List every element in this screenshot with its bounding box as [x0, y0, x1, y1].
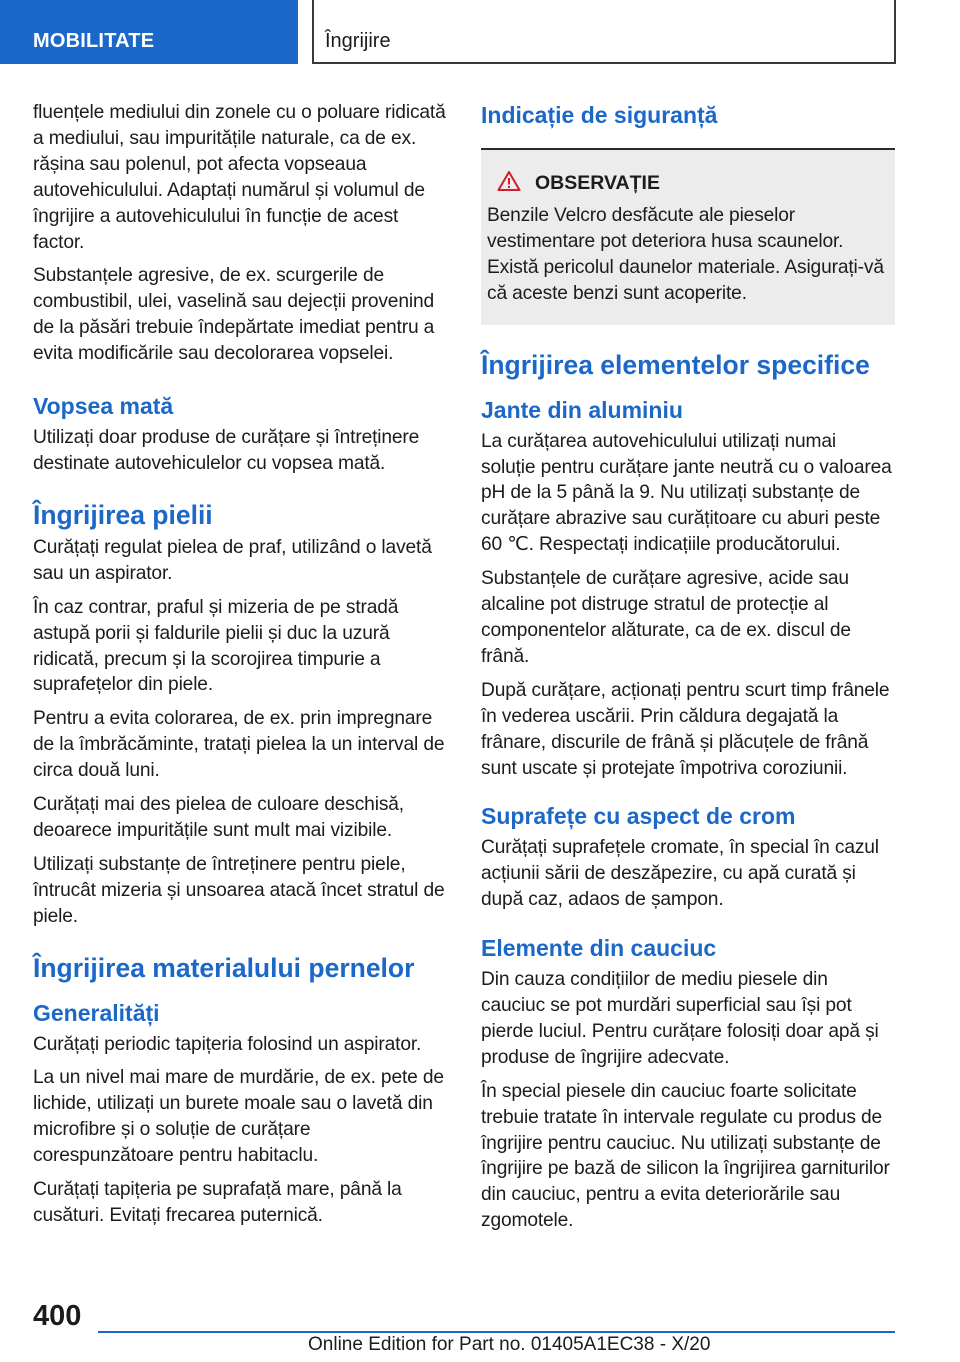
right-column: [481, 100, 895, 1242]
heading-safety-note: Indicație de siguranță: [481, 102, 718, 128]
chapter-tab: Îngrijire: [312, 0, 896, 64]
notice-text: Benzile Velcro desfăcute ale pieselor vestimentare pot deteriora husa scaunelor. Există pericolul daunelor materiale. Asigurați-vă că aceste benzi sunt acoperite.: [487, 205, 884, 304]
paragraph: Curățați regulat pielea de praf, utilizând o lavetă sau un aspirator.: [33, 536, 432, 584]
footer-divider: [98, 1331, 895, 1333]
section-tab: MOBILITATE: [0, 0, 298, 64]
paragraph: Curățați tapițeria pe suprafață mare, până la cusături. Evitați frecarea puternică.: [33, 1179, 402, 1226]
heading-rubber-elements: Elemente din cauciuc: [481, 935, 717, 962]
heading-alloy-wheels: Jante din aluminiu: [481, 396, 683, 423]
paragraph: După curățare, acționați pentru scurt timp frânele în vederea uscării. Prin căldura degajată la frânare, discurile de frână și plăcuțele de frână sunt uscate și protejate împotriva coroziunii.: [481, 679, 890, 779]
heading-matte-paint: Vopsea mată: [33, 393, 174, 420]
warning-triangle-icon: [497, 170, 521, 197]
paragraph: În caz contrar, praful și mizeria de pe stradă astupă porii și faldurile pielii și duc la uzură ridicată, precum și la scorojirea timpurie a suprafețelor din piele.: [33, 596, 399, 696]
paragraph: Din cauza condițiilor de mediu piesele din cauciuc se pot murdări superficial sau își pot pierde luciul. Pentru curățare folosiți doar apă și produse de îngrijire adecvate.: [481, 969, 879, 1068]
paragraph: Pentru a evita colorarea, de ex. prin impregnare de la îmbrăcăminte, tratați pielea la un interval de circa două luni.: [33, 708, 445, 782]
paragraph: La curățarea autovehiculului utilizați numai soluție pentru curățare jante neutră cu o valoarea pH de la 5 până la 9. Nu utilizați substanțe de curățare abrazive sau curățitoare cu aburi peste 60 ℃. Respectați indicațiile producătorului.: [481, 430, 892, 556]
heading-leather-care: Îngrijirea pielii: [33, 499, 213, 530]
notice-label: OBSERVAȚIE: [535, 172, 660, 194]
paragraph: Curățați periodic tapițeria folosind un aspirator.: [33, 1033, 422, 1055]
paragraph: Curățați mai des pielea de culoare deschisă, deoarece impuritățile sunt mult mai vizibile.: [33, 794, 404, 841]
notice-box: [481, 150, 895, 325]
heading-general: Generalități: [33, 999, 160, 1026]
heading-specific-care: Îngrijirea elementelor specifice: [481, 349, 870, 380]
paragraph: Curățați suprafețele cromate, în special în cazul acțiunii sării de deszăpezire, cu apă curată și după caz, adaos de șampon.: [481, 837, 879, 911]
heading-chrome-surfaces: Suprafețe cu aspect de crom: [481, 803, 796, 830]
paragraph: fluențele mediului din zonele cu o poluare ridicată a mediului, sau impuritățile naturale, ca de ex. rășina sau polenul, pot afecta vopseaua autovehiculului. Adaptați numărul și volumul de îngrijire a autovehiculului în funcție de acest factor.: [33, 102, 446, 253]
heading-cushion-care: Îngrijirea materialului pernelor: [33, 952, 415, 983]
paragraph: În special piesele din cauciuc foarte solicitate trebuie tratate în intervale regulate cu produs de îngrijire pentru cauciuc. Nu utilizați substanțe de îngrijire pe bază de silicon la îngrijirea garniturilor din cauciuc, pentru a evita deteriorările sau zgomotele.: [481, 1080, 890, 1232]
paragraph: Utilizați doar produse de curățare și întreținere destinate autovehiculelor cu vopsea mată.: [33, 427, 420, 474]
left-column: [33, 100, 451, 1237]
page-number: 400: [33, 1300, 82, 1332]
paragraph: La un nivel mai mare de murdărie, de ex. pete de lichide, utilizați un burete moale sau o lavetă din microfibre și o soluție de curățare corespunzătoare pentru habitaclu.: [33, 1067, 444, 1167]
paragraph: Substanțele agresive, de ex. scurgerile de combustibil, ulei, vaselină sau dejecții provenind de la păsări trebuie îndepărtate imediat pentru a evita modificările sau decolorarea vopselei.: [33, 265, 435, 365]
footer-edition: Online Edition for Part no. 01405A1EC38 - X/20: [308, 1334, 711, 1355]
paragraph: Substanțele de curățare agresive, acide sau alcaline pot distruge stratul de protecție al componentelor alăturate, ca de ex. discul de frână.: [481, 568, 851, 667]
paragraph: Utilizați substanțe de întreținere pentru piele, întrucât mizeria și unsoarea atacă încet stratul de piele.: [33, 853, 445, 927]
